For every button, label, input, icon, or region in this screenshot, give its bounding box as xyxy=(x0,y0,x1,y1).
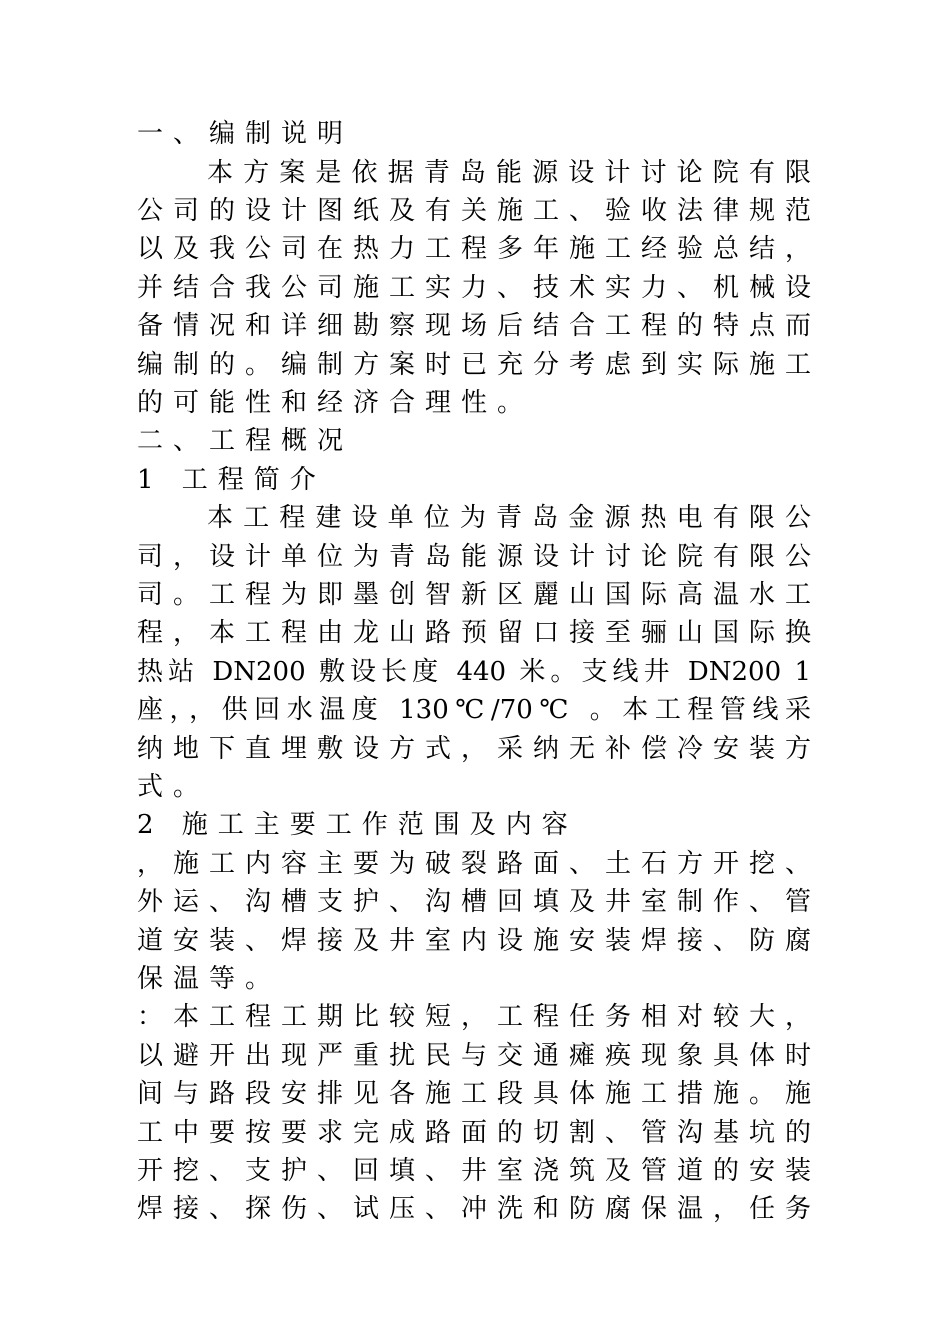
paragraph-line: ，施工内容主要为破裂路面、土石方开挖、 xyxy=(137,849,811,879)
section-heading-2: 二、工程概况 xyxy=(137,426,354,456)
paragraph-line: 保温等。 xyxy=(137,964,282,994)
paragraph-line: 外运、沟槽支护、沟槽回填及井室制作、管 xyxy=(137,887,811,917)
paragraph-line: 本工程建设单位为青岛金源热电有限公 xyxy=(207,503,811,533)
paragraph-line: 座，，供回水温度 130℃/70℃ 。本工程管线采 xyxy=(137,695,811,725)
subsection-heading-1: 1 工程简介 xyxy=(137,465,326,495)
paragraph-line: 热站 DN200 敷设长度 440 米。支线井 DN200 1 xyxy=(137,657,811,687)
paragraph-line: 备情况和详细勘察现场后结合工程的特点而 xyxy=(137,311,811,341)
paragraph-line: 本方案是依据青岛能源设计讨论院有限 xyxy=(207,158,811,188)
paragraph-line: 以避开出现严重扰民与交通瘫痪现象具体时 xyxy=(137,1041,811,1071)
paragraph-line: 开挖、支护、回填、井室浇筑及管道的安装 xyxy=(137,1156,811,1186)
paragraph-line: 程，本工程由龙山路预留口接至骊山国际换 xyxy=(137,618,811,648)
section-heading-1: 一、编制说明 xyxy=(137,119,354,149)
paragraph-line: 司，设计单位为青岛能源设计讨论院有限公 xyxy=(137,542,811,572)
paragraph-line: 编制的。编制方案时已充分考虑到实际施工 xyxy=(137,350,811,380)
paragraph-line: 纳地下直埋敷设方式，采纳无补偿冷安装方 xyxy=(137,734,811,764)
paragraph-line: 式。 xyxy=(137,772,210,802)
paragraph-line: 的可能性和经济合理性。 xyxy=(137,388,534,418)
paragraph-line: 以及我公司在热力工程多年施工经验总结， xyxy=(137,234,811,264)
paragraph-line: 工中要按要求完成路面的切割、管沟基坑的 xyxy=(137,1118,811,1148)
paragraph-line: 并结合我公司施工实力、技术实力、机械设 xyxy=(137,273,811,303)
paragraph-line: 公司的设计图纸及有关施工、验收法律规范 xyxy=(137,196,811,226)
paragraph-line: 司。工程为即墨创智新区麗山国际高温水工 xyxy=(137,580,811,610)
subsection-heading-2: 2 施工主要工作范围及内容 xyxy=(137,810,578,840)
paragraph-line: 间与路段安排见各施工段具体施工措施。施 xyxy=(137,1079,811,1109)
paragraph-line: ：本工程工期比较短，工程任务相对较大， xyxy=(137,1002,811,1032)
paragraph-line: 焊接、探伤、试压、冲洗和防腐保温，任务 xyxy=(137,1194,811,1224)
paragraph-line: 道安装、焊接及井室内设施安装焊接、防腐 xyxy=(137,926,811,956)
